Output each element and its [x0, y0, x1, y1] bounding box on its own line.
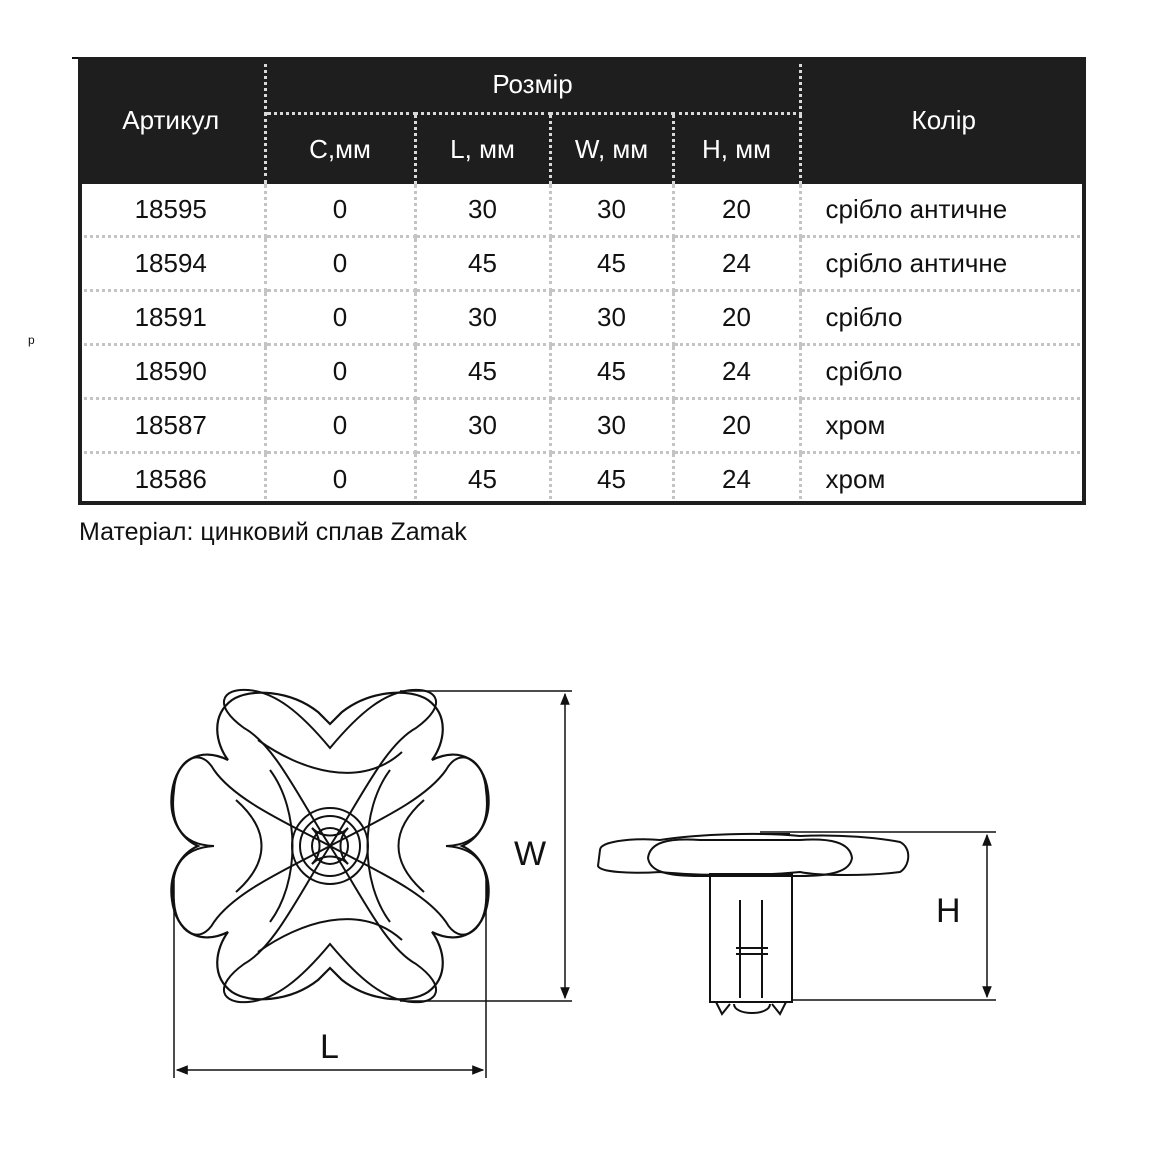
cell-l: 30 [415, 291, 550, 345]
cell-l: 45 [415, 345, 550, 399]
cell-w: 45 [550, 453, 673, 506]
cell-color: срібло [800, 291, 1086, 345]
cell-h: 20 [673, 399, 800, 453]
cell-c: 0 [265, 345, 415, 399]
cell-article: 18594 [78, 237, 265, 291]
knob-side-view [598, 834, 908, 1014]
cell-article: 18586 [78, 453, 265, 506]
cell-color: срібло античне [800, 184, 1086, 237]
cell-l: 45 [415, 453, 550, 506]
header-size-group: Розмір [265, 57, 800, 114]
cell-color: срібло [800, 345, 1086, 399]
knob-top-view [171, 690, 488, 1002]
cell-l: 30 [415, 399, 550, 453]
cell-article: 18591 [78, 291, 265, 345]
header-color: Колір [800, 57, 1086, 184]
label-h: H [936, 892, 961, 930]
cell-h: 24 [673, 237, 800, 291]
cell-l: 45 [415, 237, 550, 291]
cell-c: 0 [265, 399, 415, 453]
cell-w: 30 [550, 184, 673, 237]
header-w-mm: W, мм [550, 114, 673, 185]
header-c-mm: C,мм [265, 114, 415, 185]
cell-c: 0 [265, 453, 415, 506]
label-w: W [514, 835, 547, 873]
cell-article: 18590 [78, 345, 265, 399]
cell-color: хром [800, 399, 1086, 453]
cell-l: 30 [415, 184, 550, 237]
label-l: L [320, 1028, 339, 1066]
cell-w: 30 [550, 399, 673, 453]
cell-w: 30 [550, 291, 673, 345]
dimension-h [760, 832, 996, 1000]
cropped-edge-text: p [28, 333, 35, 347]
cell-c: 0 [265, 237, 415, 291]
cell-article: 18595 [78, 184, 265, 237]
cell-article: 18587 [78, 399, 265, 453]
header-l-mm: L, мм [415, 114, 550, 185]
cell-h: 20 [673, 291, 800, 345]
cell-w: 45 [550, 345, 673, 399]
cell-w: 45 [550, 237, 673, 291]
cell-c: 0 [265, 291, 415, 345]
cell-color: срібло античне [800, 237, 1086, 291]
cell-color: хром [825, 464, 886, 494]
cell-h: 20 [673, 184, 800, 237]
header-h-mm: H, мм [673, 114, 800, 185]
header-article: Артикул [78, 57, 265, 184]
cell-h: 24 [673, 453, 800, 506]
cell-c: 0 [265, 184, 415, 237]
material-note: Матеріал: цинковий сплав Zamak [79, 518, 467, 546]
cell-h: 24 [673, 345, 800, 399]
